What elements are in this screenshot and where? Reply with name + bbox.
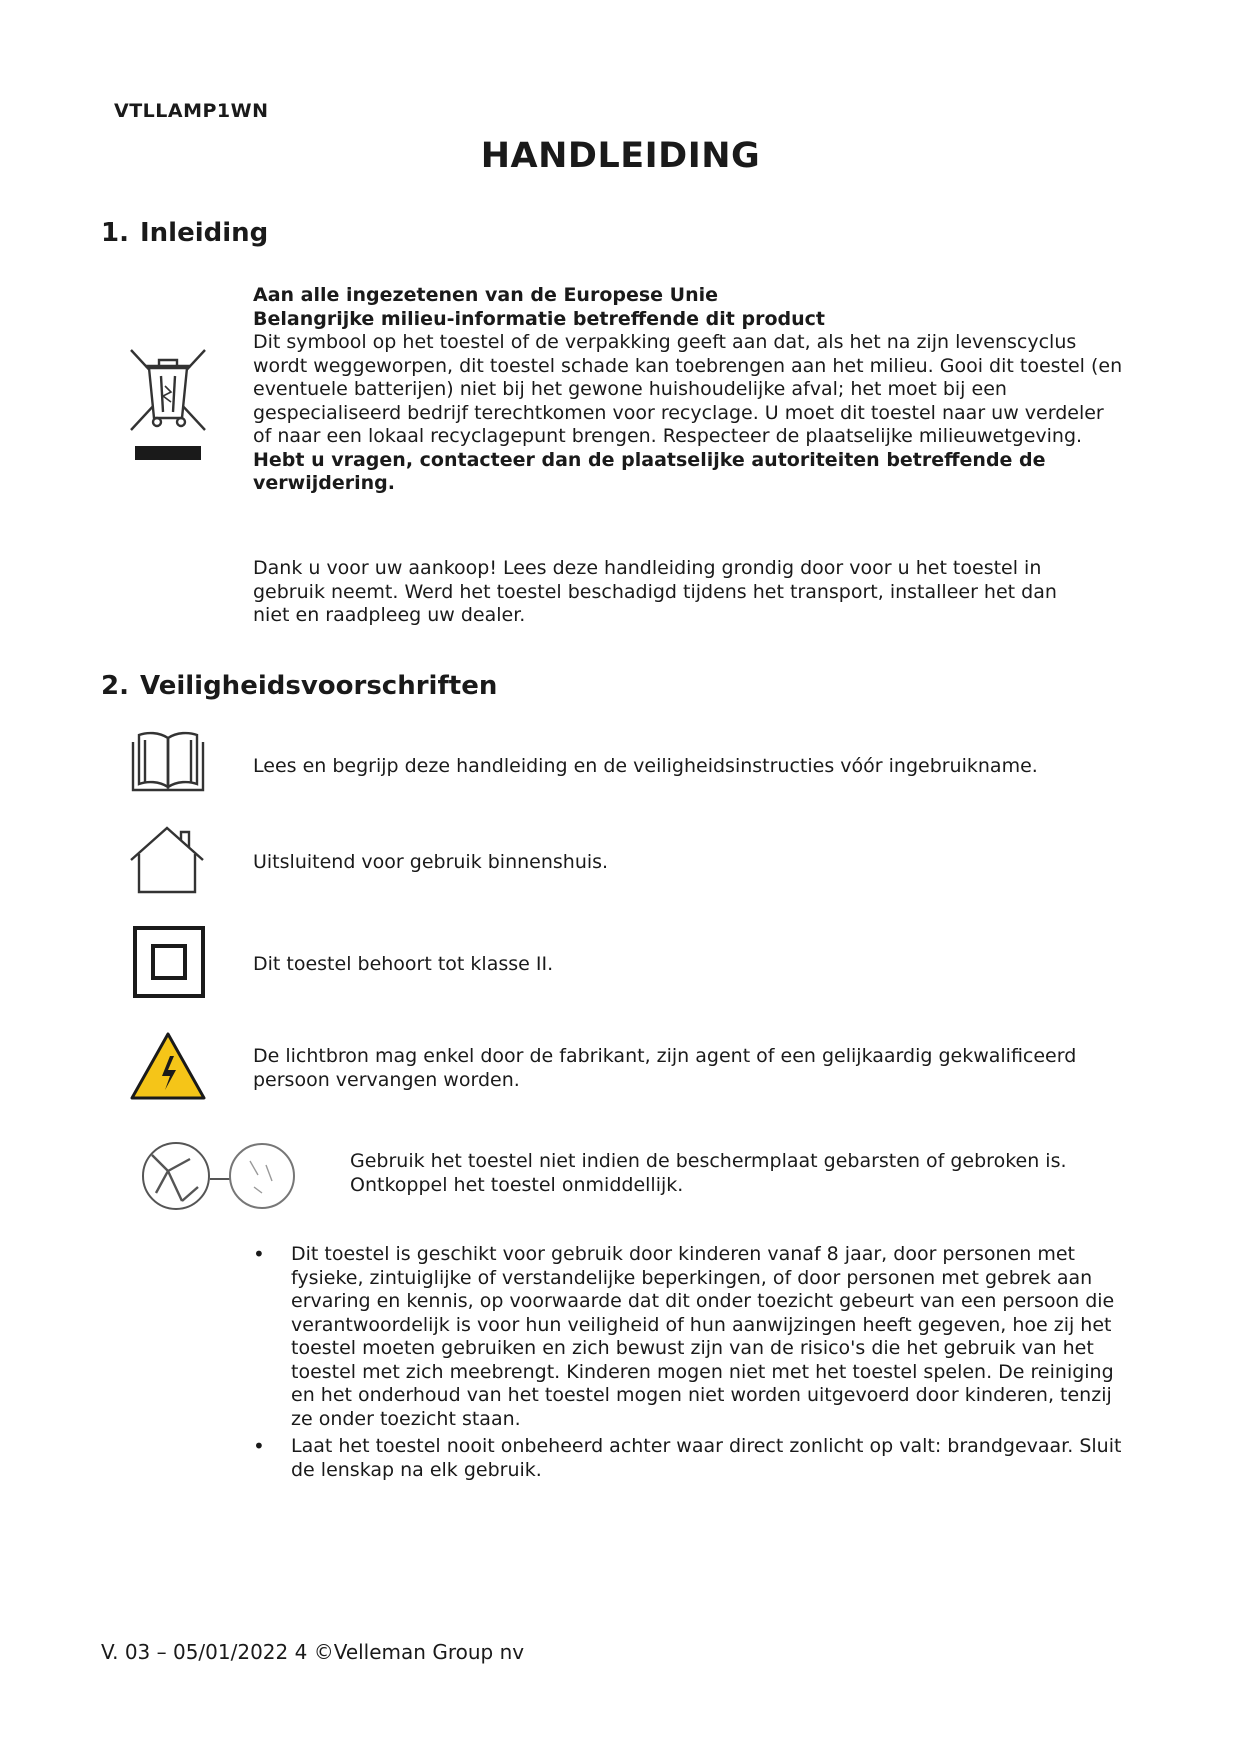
model-number: VTLLAMP1WN (114, 100, 269, 122)
book-icon (129, 730, 207, 794)
section-2-number: 2. (101, 671, 129, 701)
section-1-number: 1. (101, 218, 129, 248)
symbol-text-house: Uitsluitend voor gebruik binnenshuis. (253, 851, 609, 873)
section-1-heading (101, 218, 268, 248)
house-icon (127, 824, 207, 896)
safety-bullet-list (253, 1243, 1125, 1482)
thanks-paragraph: Dank u voor uw aankoop! Lees deze handleiding grondig door voor u het toestel in gebruik neemt. Werd het toestel beschadigd tijdens het transport, installeer het dan niet en raadpleeg uw dealer. (253, 557, 1057, 626)
weee-questions: Hebt u vragen, contacteer dan de plaatselijke autoriteiten betreffende de verwijdering. (253, 448, 1046, 494)
list-item: • Dit toestel is geschikt voor gebruik door kinderen vanaf 8 jaar, door personen met fysieke, zintuiglijke of verstandelijke beperkingen, of door personen met gebrek aan ervaring en kennis, op voorwaarde dat dit onder toezicht gebeurt van een persoon die verantwoordelijk is voor hun veiligheid of hun aanwijzingen heeft gegeven, hoe zij het toestel moeten gebruiken en zich bewust zijn van de risico's die het gebruik van het toestel met zich meebrengt. Kinderen mogen niet met het toestel spelen. De reiniging en het onderhoud van het toestel mogen niet worden uitgevoerd door kinderen, tenzij ze onder toezicht staan. (253, 1243, 1125, 1431)
section-2-heading (101, 671, 497, 701)
weee-heading-2: Belangrijke milieu-informatie betreffende dit product (253, 307, 825, 330)
symbol-text-book: Lees en begrijp deze handleiding en de veiligheidsinstructies vóór ingebruikname. (253, 755, 1038, 777)
weee-text: Dit symbool op het toestel of de verpakking geeft aan dat, als het na zijn levenscyclus wordt weggeworpen, dit toestel schade kan toebrengen aan het milieu. Gooi dit toestel (en eventuele batterijen) niet bij het gewone huishoudelijke afval; het moet bij een gespecialiseerd bedrijf terechtkomen voor recyclage. U moet dit toestel naar uw verdeler of naar een lokaal recyclagepunt brengen. Respecteer de plaatselijke milieuwetgeving. (253, 331, 1123, 447)
class-ii-icon (133, 926, 205, 998)
symbol-text-class-ii: Dit toestel behoort tot klasse II. (253, 953, 554, 975)
list-item: • Laat het toestel nooit onbeheerd achter waar direct zonlicht op valt: brandgevaar. Sluit de lenskap na elk gebruik. (253, 1435, 1125, 1482)
broken-shield-icon (138, 1135, 298, 1217)
electric-warning-icon (128, 1030, 208, 1102)
page-title: HANDLEIDING (480, 136, 761, 176)
section-1-title: Inleiding (140, 218, 269, 248)
section-2-title: Veiligheidsvoorschriften (140, 671, 498, 701)
page-footer: V. 03 – 05/01/2022 4 ©Velleman Group nv (101, 1640, 525, 1664)
symbol-text-warning: De lichtbron mag enkel door de fabrikant, zijn agent of een gelijkaardig gekwalificeerd persoon vervangen worden. (253, 1045, 1077, 1091)
weee-notice (253, 284, 1123, 496)
weee-heading-1: Aan alle ingezetenen van de Europese Unie (253, 284, 719, 306)
weee-bin-icon (125, 346, 211, 466)
symbol-text-broken-shield: Gebruik het toestel niet indien de beschermplaat gebarsten of gebroken is. Ontkoppel het toestel onmiddellijk. (350, 1150, 1067, 1196)
